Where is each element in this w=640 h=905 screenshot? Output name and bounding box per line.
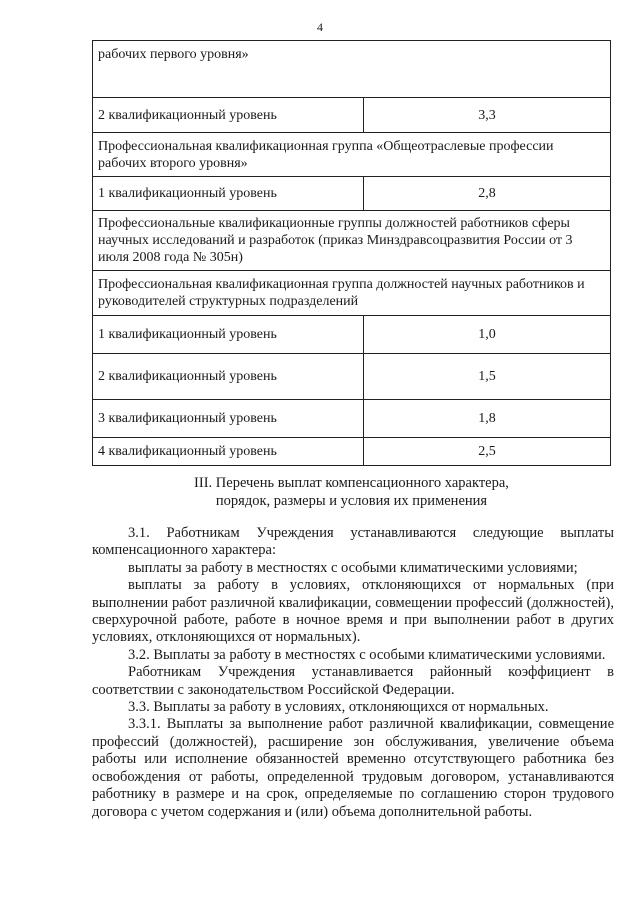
section-body	[92, 525, 614, 821]
level-label-cell: 2 квалификационный уровень	[93, 354, 364, 400]
group-header-cell: Профессиональная квалификационная группа должностей научных работников и руководителей структурных подразделений	[93, 271, 611, 316]
coefficient-cell: 2,8	[364, 177, 611, 211]
table-row	[93, 271, 611, 316]
group-header-cell: Профессиональные квалификационные группы должностей работников сферы научных исследований и разработок (приказ Минздравсоцразвития России от 3 июля 2008 года № 305н)	[93, 211, 611, 271]
page-number: 4	[317, 20, 323, 34]
paragraph: Работникам Учреждения устанавливается районный коэффициент в соответствии с законодательством Российской Федерации.	[92, 664, 614, 698]
coefficient-cell: 1,8	[364, 400, 611, 438]
section-heading	[92, 474, 611, 510]
group-header-cell: Профессиональная квалификационная группа «Общеотраслевые профессии рабочих второго уровня»	[93, 133, 611, 177]
table-row	[93, 400, 611, 438]
section-heading-line: порядок, размеры и условия их применения	[215, 493, 488, 509]
paragraph: 3.2. Выплаты за работу в местностях с особыми климатическими условиями.	[128, 646, 606, 663]
coefficient-cell: 1,5	[364, 354, 611, 400]
paragraph: выплаты за работу в местностях с особыми климатическими условиями;	[128, 559, 578, 576]
paragraph: выплаты за работу в условиях, отклоняющихся от нормальных (при выполнении работ различной квалификации, совмещении профессий (должностей), сверхурочной работе, работе в ночное время и при выполнении работ в других условиях, отклоняющихся от нормальных).	[92, 577, 614, 646]
level-label-cell: 2 квалификационный уровень	[93, 98, 364, 133]
level-label-cell: 3 квалификационный уровень	[93, 400, 364, 438]
table-row	[93, 41, 611, 98]
table-row	[93, 177, 611, 211]
coefficient-cell: 2,5	[364, 438, 611, 466]
section-heading-line: III. Перечень выплат компенсационного характера,	[194, 475, 509, 491]
level-label-cell: 1 квалификационный уровень	[93, 316, 364, 354]
table-row	[93, 438, 611, 466]
level-label-cell: 4 квалификационный уровень	[93, 438, 364, 466]
table-row	[93, 98, 611, 133]
qualification-coefficient-table	[92, 40, 611, 466]
table-row	[93, 211, 611, 271]
coefficient-cell: 1,0	[364, 316, 611, 354]
table-row	[93, 354, 611, 400]
table-row	[93, 316, 611, 354]
paragraph: 3.1. Работникам Учреждения устанавливаются следующие выплаты компенсационного характера:	[92, 525, 614, 559]
coefficient-cell: 3,3	[364, 98, 611, 133]
paragraph: 3.3. Выплаты за работу в условиях, отклоняющихся от нормальных.	[128, 699, 549, 716]
paragraph: 3.3.1. Выплаты за выполнение работ различной квалификации, совмещение профессий (должностей), расширение зон обслуживания, увеличение объема работы или исполнение обязанностей временно отсутствующего работника без освобождения от работы, определенной трудовым договором, устанавливаются работнику в размере и на срок, определяемые по соглашению сторон трудового договора с учетом содержания и (или) объема дополнительной работы.	[92, 716, 614, 820]
table-row	[93, 133, 611, 177]
level-label-cell: 1 квалификационный уровень	[93, 177, 364, 211]
group-header-cell: рабочих первого уровня»	[93, 41, 611, 98]
